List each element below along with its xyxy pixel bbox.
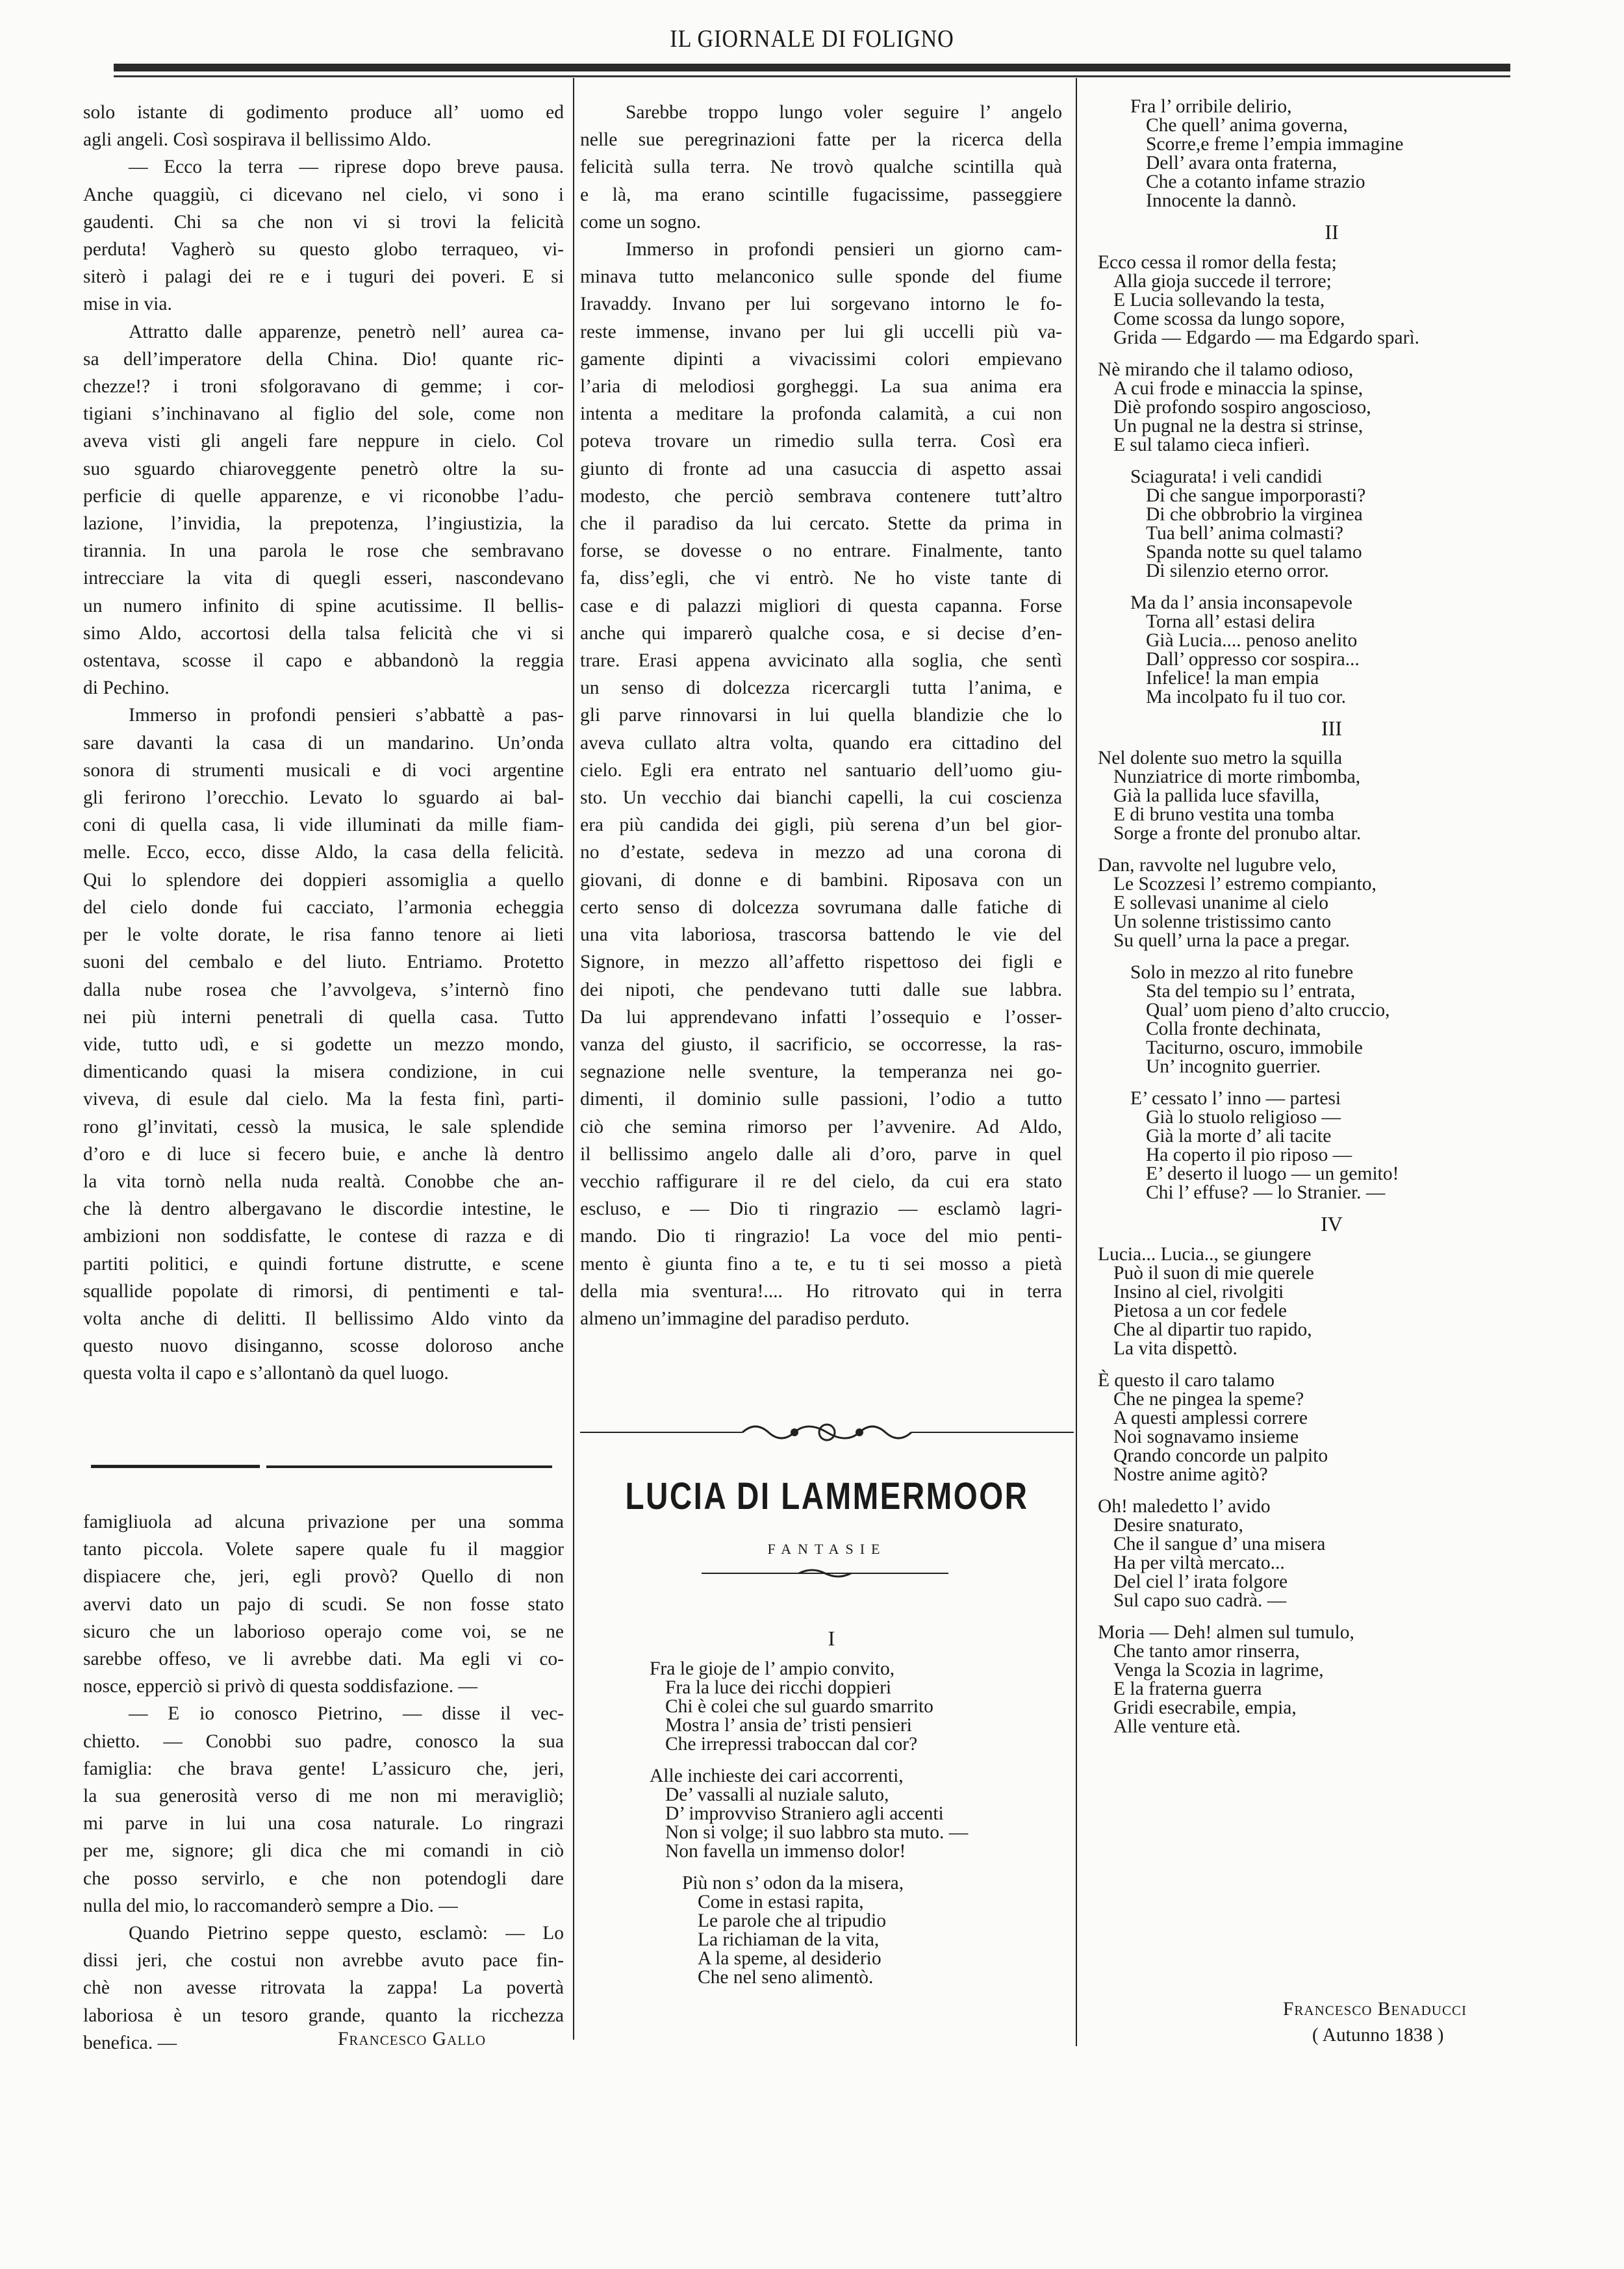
text-line: sonora di strumenti musicali e di voci argentine [83,759,564,781]
text-line: laboriosa è un tesoro grande, quanto la ricchezza [83,2005,564,2026]
text-line: vanza del giusto, il sacrificio, se occorresse, la ras- [580,1033,1062,1055]
text-line: Immerso in profondi pensieri un giorno cam- [626,239,1062,260]
poem-verse-line: A questi amplessi correre [1113,1407,1308,1428]
text-line: gamente dipinti a vivacissimi colori empievano [580,348,1062,370]
poem-verse-line: E sul talamo cieca infierì. [1113,434,1310,455]
text-line: rono gl’invitati, cessò la musica, le sale splendide [83,1116,564,1137]
text-line: solo istante di godimento produce all’ uomo ed [83,102,564,123]
poem-part-label: III [1321,716,1342,740]
poem-verse-line: Colla fronte dechinata, [1146,1019,1321,1039]
text-line: Immerso in profondi pensieri s’abbattè a pas- [129,705,564,726]
text-line: partiti politici, e quindi fortune distrutte, e scene [83,1253,564,1274]
poem-verse-line: Moria — Deh! almen sul tumulo, [1098,1621,1354,1643]
column-1-separator-right [266,1465,552,1468]
text-line: il bellissimo angelo dalle ali d’oro, parve in quel [580,1143,1062,1165]
text-line: gli parve rinnovarsi in lui quella blandizie che lo [580,705,1062,726]
poem-verse-line: Scorre,e freme l’empia immagine [1146,134,1404,155]
poem-verse-line: Qrando concorde un palpito [1113,1445,1328,1466]
text-line: sicuro che un laborioso operajo come voi, se ne [83,1621,564,1642]
text-line: nelle sue peregrinazioni fatte per la ricerca della [580,129,1062,151]
text-line: coni di quella casa, li vide illuminati da mille fiam- [83,815,564,836]
poem-verse-line: Che a cotanto infame strazio [1146,171,1365,192]
text-line: mise in via. [83,294,172,315]
poem-title: LUCIA DI LAMMERMOOR [625,1475,1029,1517]
text-line: per le volte dorate, le risa fanno tenore ai lieti [83,924,564,946]
poem-stanza [1098,361,1566,455]
text-line: della mia sventura!.... Ho ritrovato qui in terra [580,1280,1062,1302]
text-line: chè non avesse ritrovata la zappa! La povertà [83,1977,564,1999]
text-line: Da lui apprendevano infatti l’ossequio e l’osser- [580,1006,1062,1028]
text-line: del cielo donde fui cacciato, l’armonia echeggia [83,896,564,918]
text-line: certo senso di dolcezza sovrumana dalle fatiche di [580,896,1062,918]
poem-verse-line: Che quell’ anima governa, [1146,115,1348,136]
poem-stanza [1098,97,1566,210]
poem-verse-line: Ma incolpato fu il tuo cor. [1146,686,1347,707]
poem-verse-line: D’ improvviso Straniero agli accenti [665,1803,944,1824]
poem-verse-line: Sul capo suo cadrà. — [1113,1590,1287,1611]
text-line: vecchio raffigurare il re del cielo, da cui era stato [580,1171,1062,1192]
text-line: la sua generosità verso di me non mi meravigliò; [83,1786,564,1807]
text-line: escluso, e — Dio ti ringrazio — esclamò lagri- [580,1198,1062,1220]
text-line: Anche quaggiù, ci dicevano nel cielo, vi sono i [83,184,564,205]
poem-verse-line: Alla gioja succede il terrore; [1113,270,1332,292]
text-line: suoni del cembalo e del liuto. Entriamo. Protetto [83,952,564,973]
poem-verse-line: A cui frode e minaccia la spinse, [1113,377,1364,399]
poem-verse-line: Sta del tempio su l’ entrata, [1146,981,1356,1002]
poem-stanza [598,1767,1065,1861]
poem-verse-line: Fra la luce dei ricchi doppieri [665,1677,892,1698]
signature-francesco-benaducci: Francesco Benaducci [1283,1999,1467,2020]
poem-verse-line: Un’ incognito guerrier. [1146,1056,1321,1077]
text-line: fa, diss’egli, che vi entrò. Ne ho viste tante di [580,568,1062,589]
poem-stanza [598,1874,1065,1987]
poem-stanza [598,1660,1065,1754]
poem-verse-line: Mostra l’ ansia de’ tristi pensieri [665,1714,912,1736]
column-divider-2 [1076,78,1077,2046]
column-1-article-continuation [83,99,564,1388]
text-line: nosce, epperciò si privò di questa soddisfazione. — [83,1676,478,1697]
text-line: dalla nube rosea che l’avvolgeva, s’internò fino [83,979,564,1000]
poem-stanza [1098,963,1566,1076]
poem-part-label: II [1325,220,1339,244]
poem-verse-line: Insino al ciel, rivolgiti [1113,1281,1284,1302]
text-line: suo sguardo chiaroveggente penetrò oltre la su- [83,458,564,479]
poem-verse-line: E’ deserto il luogo — un gemito! [1146,1163,1399,1184]
poem-verse-line: Alle inchieste dei cari accorrenti, [650,1765,904,1786]
poem-verse-line: Chi l’ effuse? — lo Stranier. — [1146,1182,1386,1203]
text-line: questa volta il capo e s’allontanò da quel luogo. [83,1363,449,1384]
poem-verse-line: Già la pallida luce sfavilla, [1113,785,1319,806]
poem-verse-line: De’ vassalli al nuziale saluto, [665,1784,889,1805]
text-line: questo nuovo disinganno, scosse doloroso anche [83,1336,564,1357]
poem-verse-line: Desire snaturato, [1113,1514,1243,1536]
poem-verse-line: La richiaman de la vita, [698,1929,880,1950]
poem-verse-line: Tua bell’ anima colmasti? [1146,522,1343,544]
text-line: vide, tutto udì, e si godette un mezzo mondo, [83,1033,564,1055]
poem-verse-line: Ha coperto il pio riposo — [1146,1145,1352,1165]
poem-verse-line: Dell’ avara onta fraterna, [1146,153,1338,173]
poem-verse-line: Taciturno, oscuro, immobile [1146,1037,1363,1058]
text-line: case e di palazzi migliori di questa capanna. Forse [580,595,1062,616]
poem-verse-line: Ha per viltà mercato... [1113,1552,1285,1573]
poem-column-3 [1098,97,1566,1749]
poem-stanza [1098,1371,1566,1484]
text-line: sare davanti la casa di un mandarino. Un’onda [83,732,564,754]
poem-verse-line: La vita dispettò. [1113,1337,1237,1359]
poem-verse-line: E Lucia sollevando la testa, [1113,289,1325,311]
text-line: dimenticando quasi la misera condizione, in cui [83,1061,564,1083]
poem-verse-line: Lucia... Lucia.., se giungere [1098,1243,1312,1265]
text-line: dissi jeri, che costui non avrebbe avuto pace fin- [83,1950,564,1971]
text-line: volta anche di delitti. Il bellissimo Aldo vinto da [83,1308,564,1329]
poem-verse-line: Può il suon di mie querele [1113,1262,1314,1284]
poem-verse-line: Le parole che al tripudio [698,1910,886,1931]
poem-verse-line: Infelice! la man empia [1146,667,1319,689]
poem-verse-line: È questo il caro talamo [1098,1369,1275,1391]
text-line: l’aria di melodiosi gorgheggi. La sua anima era [580,376,1062,398]
text-line: anche qui imparerò qualche cosa, e si decise d’en- [580,622,1062,644]
text-line: come un sogno. [580,211,701,233]
poem-verse-line: Fra l’ orribile delirio, [1130,96,1292,117]
text-line: chietto. — Conobbi suo padre, conosco la sua [83,1730,564,1752]
text-line: Attratto dalle apparenze, penetrò nell’ aurea ca- [129,321,564,342]
text-line: sa dell’imperatore della China. Dio! quante ric- [83,348,564,370]
text-line: tigiani s’inchinavano al figlio del sole, come non [83,403,564,425]
poem-stanza [1098,1245,1566,1358]
poem-verse-line: Che nel seno alimentò. [698,1966,874,1988]
text-line: dimenti, il dominio sulle passioni, l’odio a tutto [580,1089,1062,1110]
poem-verse-line: Che al dipartir tuo rapido, [1113,1319,1312,1340]
poem-verse-line: Grida — Edgardo — ma Edgardo sparì. [1113,327,1420,348]
poem-stanza [1098,253,1566,348]
poem-stanza [1098,1089,1566,1202]
poem-verse-line: Sciagurata! i veli candidi [1130,466,1323,487]
poem-column-2 [598,1621,1065,2000]
poem-verse-line: Pietosa a un cor fedele [1113,1300,1288,1321]
text-line: giunto di fronte ad una casuccia di aspetto assai [580,458,1062,479]
poem-stanza [1098,1497,1566,1610]
text-line: Sarebbe troppo lungo voler seguire l’ angelo [626,102,1062,123]
text-line: che posso servirlo, e che non potendogli dare [83,1868,564,1889]
text-line: lazione, l’invidia, la prepotenza, l’ingiustizia, la [83,513,564,535]
poem-verse-line: Nunziatrice di morte rimbomba, [1113,767,1361,787]
text-line: mento è giunta fino a te, e tu ti sei mosso a pietà [580,1253,1062,1274]
text-line: squallide popolate di rimorsi, di pentimenti e tal- [83,1280,564,1302]
column-2-article-continuation [580,99,1062,1332]
text-line: forse, se dovesse o no entrare. Finalmente, tanto [580,540,1062,562]
poem-verse-line: Diè profondo sospiro angoscioso, [1113,396,1371,418]
text-line: — E io conosco Pietrino, — disse il vec- [129,1703,564,1725]
text-line: sarebbe offeso, ve li avrebbe dati. Ma egli vi co- [83,1649,564,1670]
poem-verse-line: Non si volge; il suo labbro sta muto. — [665,1821,969,1843]
text-line: famigliuola ad alcuna privazione per una somma [83,1512,564,1532]
text-line: di Pechino. [83,678,170,699]
signature-francesco-gallo: Francesco Gallo [338,2029,487,2049]
poem-stanza [1098,468,1566,581]
text-line: ostentava, scosse il capo e abbandonò la reggia [83,650,564,672]
poem-verse-line: E di bruno vestita una tomba [1113,804,1334,825]
poem-stanza [1098,856,1566,950]
poem-verse-line: Di che sangue imporporasti? [1146,485,1366,506]
poem-verse-line: Come scossa da lungo sopore, [1113,308,1345,329]
poem-stanza [1098,1623,1566,1736]
poem-date: ( Autunno 1838 ) [1312,2025,1444,2046]
text-line: gli ferirono l’orecchio. Levato lo sguardo ai bal- [83,787,564,809]
text-line: felicità sulla terra. Ne trovò qualche scintilla quà [580,157,1062,178]
text-line: melle. Ecco, ecco, disse Aldo, la casa della felicità. [83,842,564,863]
poem-verse-line: Che tanto amor rinserra, [1113,1640,1300,1662]
poem-verse-line: Oh! maledetto l’ avido [1098,1495,1271,1517]
text-line: segnazione nelle sventure, la temperanza nei go- [580,1061,1062,1083]
ornamental-divider [580,1416,1074,1449]
text-line: viveva, di esule dal cielo. Ma la festa finì, parti- [83,1089,564,1110]
poem-verse-line: Solo in mezzo al rito funebre [1130,962,1354,983]
poem-verse-line: Chi è colei che sul guardo smarrito [665,1695,933,1717]
poem-verse-line: Un pugnal ne la destra si strinse, [1113,415,1364,437]
text-line: era più candida dei gigli, più serena d’un bel gior- [580,815,1062,836]
poem-verse-line: Che ne pingea la speme? [1113,1388,1304,1410]
poem-verse-line: Che irrepressi traboccan dal cor? [665,1733,918,1755]
text-line: almeno un’immagine del paradiso perduto. [580,1308,910,1329]
text-line: reste immense, invano per lui gli uccelli più va- [580,321,1062,342]
text-line: dei nipoti, che pendevano tutti dalle sue labbra. [580,979,1062,1000]
poem-verse-line: Fra le gioje de l’ ampio convito, [650,1658,895,1679]
masthead: IL GIORNALE DI FOLIGNO [670,25,954,53]
poem-verse-line: Torna all’ estasi delira [1146,611,1315,632]
text-line: ambizioni non soddisfatte, le contese di razza e di [83,1226,564,1247]
poem-stanza [1098,594,1566,707]
poem-verse-line: E sollevasi unanime al cielo [1113,893,1328,913]
column-divider-1 [573,78,574,2040]
poem-verse-line: A la speme, al desiderio [698,1947,882,1969]
text-line: nei più interni penetrali di quella casa. Tutto [83,1006,564,1028]
poem-verse-line: Nel dolente suo metro la squilla [1098,748,1343,768]
text-line: una vita laboriosa, trascorsa battendo le vie del [580,924,1062,946]
text-line: avervi dato un pajo di scudi. Se non fosse stato [83,1593,564,1615]
poem-verse-line: Non favella un immenso dolor! [665,1840,906,1862]
poem-verse-line: Alle venture età. [1113,1716,1241,1737]
text-line: che il paradiso da lui cercato. Stette da prima in [580,513,1062,535]
poem-verse-line: E’ cessato l’ inno — partesi [1130,1088,1341,1109]
text-line: intrecciare la vita di quegli esseri, nascondevano [83,568,564,589]
poem-stanza [1098,749,1566,843]
text-line: che là dentro albergavano le discordie intestine, le [83,1198,564,1220]
poem-verse-line: Che il sangue d’ una misera [1113,1533,1326,1554]
text-line: famiglia: che brava gente! L’assicuro che, jeri, [83,1758,564,1779]
text-line: tanto piccola. Volete sapere quale fu il maggior [83,1539,564,1560]
text-line: aveva visti gli angeli fare neppure in cielo. Col [83,431,564,452]
small-ornament [702,1567,948,1580]
poem-verse-line: Qual’ uom pieno d’alto cruccio, [1146,1000,1390,1020]
text-line: gaudenti. Chi sa che non vi si trovi la felicità [83,211,564,233]
column-1-second-article [83,1508,564,2057]
poem-verse-line: Sorge a fronte del pronubo altar. [1113,823,1362,844]
poem-verse-line: Più non s’ odon da la misera, [682,1872,904,1894]
poem-verse-line: E la fraterna guerra [1113,1678,1262,1699]
text-line: mi parve in lui una cosa naturale. Lo ringrazi [83,1813,564,1834]
text-line: d’oro e di luce si fecero buie, e anche là dentro [83,1143,564,1165]
text-line: agli angeli. Così sospirava il bellissimo Aldo. [83,129,431,151]
text-line: simo Aldo, accortosi della talsa felicità che vi si [83,622,564,644]
poem-verse-line: Già la morte d’ ali tacite [1146,1126,1332,1147]
text-line: per me, signore; gli dica che mi comandi in ciò [83,1840,564,1862]
text-line: modesto, che perciò sembrava contenere tutt’altro [580,485,1062,507]
poem-verse-line: Le Scozzesi l’ estremo compianto, [1113,874,1377,894]
text-line: la vita tornò nella nuda realtà. Conobbe che an- [83,1171,564,1192]
poem-verse-line: Innocente la dannò. [1146,190,1297,211]
poem-verse-line: Di silenzio eterno orror. [1146,560,1329,581]
poem-verse-line: Ecco cessa il romor della festa; [1098,251,1337,273]
poem-verse-line: Dall’ oppresso cor sospira... [1146,648,1360,670]
poem-verse-line: Dan, ravvolte nel lugubre velo, [1098,855,1336,876]
poem-subtitle: FANTASIE [767,1541,887,1557]
masthead-rule-thin [114,75,1510,77]
text-line: no d’estate, sedeva in mezzo ad una corona di [580,842,1062,863]
column-1-separator [91,1465,260,1468]
text-line: e là, ma erano scintille fugacissime, passeggiere [580,184,1062,205]
text-line: sto. Un vecchio dai bianchi capelli, la cui coscienza [580,787,1062,809]
text-line: Qui lo splendore dei doppieri assomiglia a quello [83,869,564,891]
text-line: tirannia. In una parola le rose che sembravano [83,540,564,562]
poem-verse-line: Già lo stuolo religioso — [1146,1107,1341,1128]
poem-part-label: I [828,1627,835,1650]
text-line: intenta a meditare la profonda calamità, a cui non [580,403,1062,425]
poem-verse-line: Spanda notte su quel talamo [1146,541,1362,563]
poem-verse-line: Nostre anime agitò? [1113,1464,1268,1485]
text-line: siterò i palagi dei re e i tuguri dei poveri. E si [83,266,564,288]
text-line: un numero infinito di spine acutissime. Il bellis- [83,595,564,616]
text-line: perficie di quelle apparenze, e vi riconobbe l’adu- [83,485,564,507]
text-line: giovani, di donne e di bambini. Riposava con un [580,869,1062,891]
masthead-rule-thick [114,64,1510,71]
text-line: dispiacere che, jeri, egli provò? Quello di non [83,1566,564,1588]
text-line: Quando Pietrino seppe questo, esclamò: — Lo [129,1923,564,1944]
text-line: chezze!? i troni sfolgoravano di gemme; i cor- [83,376,564,398]
poem-verse-line: Un solenne tristissimo canto [1113,911,1332,932]
text-line: Signore, in mezzo all’affetto rispettoso dei figli e [580,952,1062,973]
text-line: benefica. — [83,2032,177,2053]
text-line: trare. Erasi appena avvicinato alla soglia, che sentì [580,650,1062,672]
poem-part-label: IV [1321,1212,1343,1236]
text-line: cielo. Egli era entrato nel santuario dell’uomo giu- [580,759,1062,781]
text-line: minava tutto melanconico sulle sponde del fiume [580,266,1062,288]
poem-verse-line: Di che obbrobrio la virginea [1146,503,1363,525]
text-line: — Ecco la terra — riprese dopo breve pausa. [129,157,564,178]
poem-verse-line: Venga la Scozia in lagrime, [1113,1659,1324,1680]
poem-verse-line: Del ciel l’ irata folgore [1113,1571,1288,1592]
text-line: aveva cullato altra volta, quando era cittadino del [580,732,1062,754]
text-line: nulla del mio, lo raccomanderò sempre a Dio. — [83,1895,458,1916]
poem-verse-line: Gridi esecrabile, empia, [1113,1697,1297,1718]
poem-verse-line: Come in estasi rapita, [698,1891,864,1912]
text-line: poteva trovare un rimedio sulla terra. Così era [580,431,1062,452]
text-line: perduta! Vagherò su questo globo terraqueo, vi- [83,239,564,260]
text-line: ciò che semina rimorso per l’avvenire. Ad Aldo, [580,1116,1062,1137]
poem-verse-line: Già Lucia.... penoso anelito [1146,629,1358,651]
poem-verse-line: Su quell’ urna la pace a pregar. [1113,930,1350,951]
text-line: Iravaddy. Invano per lui sorgevano intorno le fo- [580,294,1062,315]
text-line: un senso di dolcezza ricercargli tutta l’anima, e [580,678,1062,699]
poem-verse-line: Nè mirando che il talamo odioso, [1098,359,1354,380]
poem-verse-line: Noi sognavamo insieme [1113,1426,1299,1447]
poem-verse-line: Ma da l’ ansia inconsapevole [1130,592,1352,613]
text-line: mando. Dio ti ringrazio! La voce del mio penti- [580,1226,1062,1247]
